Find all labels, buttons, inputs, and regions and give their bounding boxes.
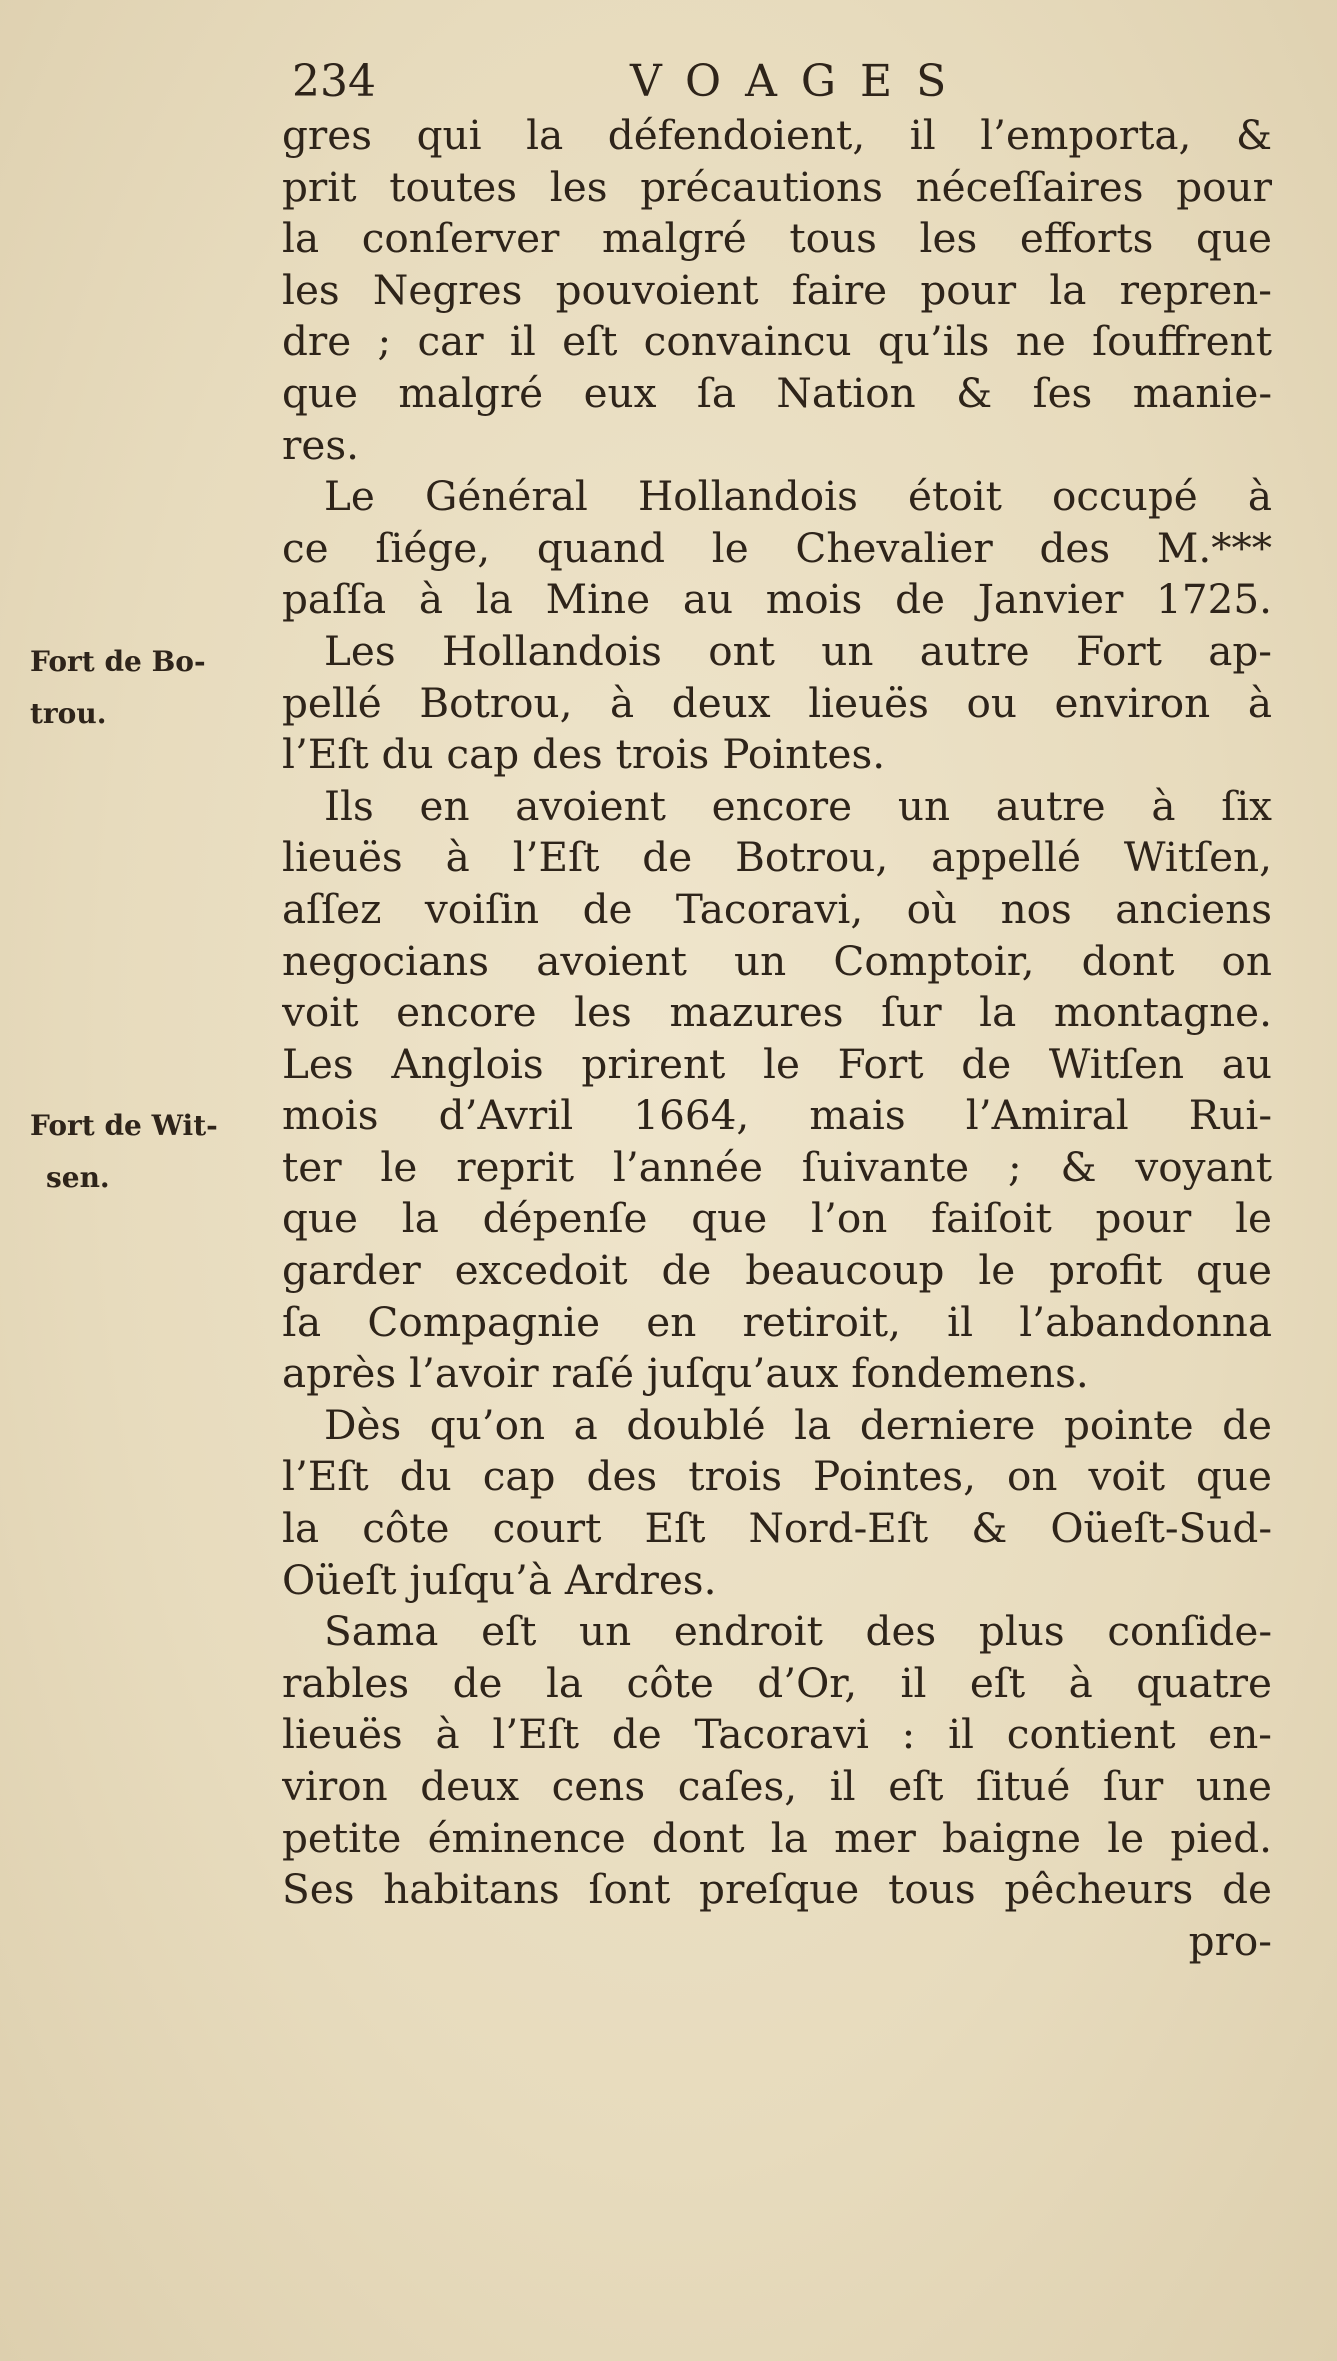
text-line: ſa Compagnie en retiroit, il l’abandonna — [282, 1297, 1272, 1346]
text-line: prit toutes les précautions néceſſaires pour — [282, 162, 1272, 211]
running-title: VOAGES — [630, 56, 971, 107]
text-line: petite éminence dont la mer baigne le pied. — [282, 1813, 1272, 1862]
text-line: pellé Botrou, à deux lieuës ou environ à — [282, 678, 1272, 727]
text-line: dre ; car il eſt convaincu qu’ils ne ſouffrent — [282, 317, 1272, 366]
text-line: l’Eſt du cap des trois Pointes. — [282, 730, 886, 779]
margin-note-line: Fort de Bo- — [30, 645, 206, 678]
text-line: mois d’Avril 1664, mais l’Amiral Rui- — [282, 1091, 1272, 1140]
text-line: Oüeſt juſqu’à Ardres. — [282, 1555, 717, 1604]
text-line: Les Hollandois ont un autre Fort ap- — [324, 626, 1272, 675]
page-header — [0, 52, 1337, 112]
text-line: que malgré eux ſa Nation & ſes manie- — [282, 368, 1272, 417]
text-line: aſſez voiſin de Tacoravi, où nos anciens — [282, 884, 1272, 933]
text-line: que la dépenſe que l’on faiſoit pour le — [282, 1194, 1272, 1243]
text-line: Les Anglois prirent le Fort de Witſen au — [282, 1039, 1272, 1088]
text-line: Le Général Hollandois étoit occupé à — [324, 472, 1272, 521]
text-line: garder excedoit de beaucoup le profit que — [282, 1246, 1272, 1295]
text-line: voit encore les mazures ſur la montagne. — [282, 988, 1272, 1037]
text-line: lieuës à l’Eſt de Botrou, appellé Witſen, — [282, 833, 1272, 882]
text-line: après l’avoir raſé juſqu’aux fondemens. — [282, 1349, 1089, 1398]
text-line: la conſerver malgré tous les efforts que — [282, 214, 1272, 263]
text-line: paſſa à la Mine au mois de Janvier 1725. — [282, 575, 1272, 624]
text-line: Ils en avoient encore un autre à ſix — [324, 781, 1272, 830]
text-line: res. — [282, 420, 359, 469]
text-line: viron deux cens caſes, il eſt ſitué ſur une — [282, 1762, 1272, 1810]
margin-note-line: trou. — [30, 696, 107, 730]
catchword: pro- — [1188, 1916, 1272, 1965]
margin-note-fort-de-botrou — [30, 636, 280, 739]
text-line: rables de la côte d’Or, il eſt à quatre — [282, 1658, 1272, 1707]
text-line: negocians avoient un Comptoir, dont on — [282, 936, 1272, 985]
text-line: gres qui la défendoient, il l’emporta, & — [282, 111, 1272, 159]
text-line: l’Eſt du cap des trois Pointes, on voit que — [282, 1452, 1272, 1501]
text-line: ce ſiége, quand le Chevalier des M.*** — [282, 523, 1272, 572]
page-number: 234 — [292, 56, 376, 107]
text-line: Dès qu’on a doublé la derniere pointe de — [324, 1400, 1272, 1449]
text-line: les Negres pouvoient faire pour la repren- — [282, 265, 1272, 314]
margin-note-line: Fort de Wit- — [30, 1109, 218, 1142]
text-line: lieuës à l’Eſt de Tacoravi : il contient en- — [282, 1710, 1272, 1759]
text-line: Ses habitans ſont preſque tous pêcheurs de — [282, 1865, 1272, 1914]
text-line: ter le reprit l’année ſuivante ; & voyant — [282, 1142, 1272, 1191]
text-line: Sama eſt un endroit des plus conſide- — [324, 1607, 1272, 1656]
margin-note-fort-de-witsen — [30, 1100, 280, 1203]
text-line: la côte court Eſt Nord-Eſt & Oüeſt-Sud- — [282, 1504, 1272, 1553]
body-text — [282, 110, 1272, 1967]
margin-note-line: sen. — [46, 1160, 110, 1194]
